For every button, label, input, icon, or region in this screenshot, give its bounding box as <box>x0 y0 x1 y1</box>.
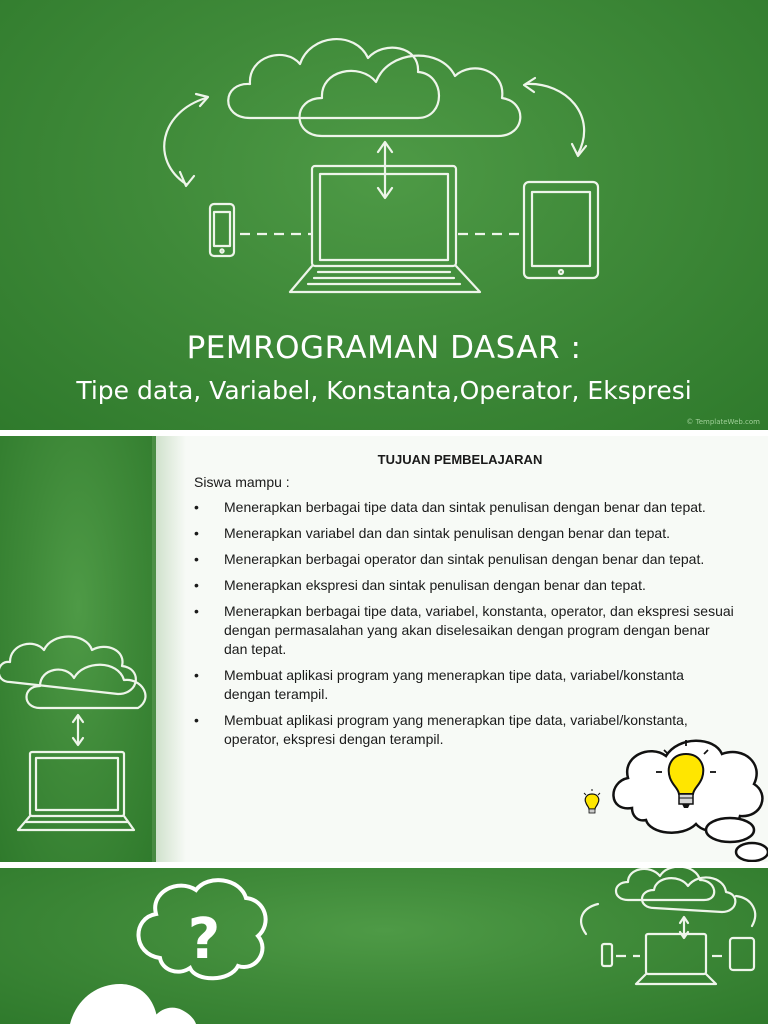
title-slide <box>0 0 768 430</box>
cloud-icon <box>0 637 136 695</box>
intro-text: Siswa mampu : <box>194 474 290 490</box>
question-illustration <box>0 868 768 1024</box>
laptop-icon <box>18 752 134 830</box>
tablet-icon <box>524 182 598 278</box>
list-item: • Membuat aplikasi program yang menerapkan tipe data, variabel/konstanta, operator, ekspresi dengan terampil. <box>194 711 734 749</box>
smartphone-icon <box>602 944 612 966</box>
question-slide <box>0 868 768 1024</box>
template-credit: © TemplateWeb.com <box>686 418 760 426</box>
tablet-icon <box>730 938 754 970</box>
double-arrow-icon <box>378 142 392 198</box>
double-arrow-icon <box>73 715 83 745</box>
section-heading: TUJUAN PEMBELAJARAN <box>377 452 543 467</box>
list-item: • Membuat aplikasi program yang menerapkan tipe data, variabel/konstanta dengan terampil. <box>194 666 734 704</box>
thinking-figure <box>70 984 158 1024</box>
curved-arrow-icon <box>524 78 586 156</box>
smartphone-icon <box>210 204 234 256</box>
strip-shadow <box>152 436 186 862</box>
list-item: • Menerapkan berbagai operator dan sintak penulisan dengan benar dan tepat. <box>194 550 734 569</box>
curved-arrow-icon <box>581 904 598 934</box>
thinking-figure-hand <box>150 1008 196 1024</box>
cloud-laptop-illustration <box>0 436 156 862</box>
cloud-network-illustration <box>0 0 768 330</box>
bubble-dot <box>736 843 768 861</box>
list-item: • Menerapkan variabel dan dan sintak penulisan dengan benar dan tepat. <box>194 524 734 543</box>
objectives-slide <box>0 436 768 862</box>
list-item: • Menerapkan ekspresi dan sintak penulisan dengan benar dan tepat. <box>194 576 734 595</box>
cloud-icon <box>616 868 714 900</box>
cloud-icon <box>642 877 735 912</box>
slide-subtitle: Tipe data, Variabel, Konstanta,Operator, Ekspresi <box>76 376 692 405</box>
chalkboard-strip <box>0 436 156 862</box>
laptop-icon <box>636 934 716 984</box>
slide-title: PEMROGRAMAN DASAR : <box>186 330 582 366</box>
list-item: • Menerapkan berbagai tipe data, variabel, konstanta, operator, dan ekspresi sesuai dengan permasalahan yang akan diselesaikan dengan program dengan benar dan tepat. <box>194 602 734 659</box>
list-item: • Menerapkan berbagai tipe data dan sintak penulisan dengan benar dan tepat. <box>194 498 734 517</box>
cloud-icon <box>228 39 439 118</box>
objectives-list <box>194 498 734 756</box>
thought-bubble-illustration <box>588 722 768 862</box>
cloud-icon <box>300 56 521 136</box>
bubble-dot <box>706 818 754 842</box>
small-light-bulb-icon <box>580 788 604 818</box>
curved-arrow-icon <box>736 896 755 926</box>
question-mark: ? <box>187 907 221 972</box>
curved-arrow-icon <box>164 94 208 186</box>
